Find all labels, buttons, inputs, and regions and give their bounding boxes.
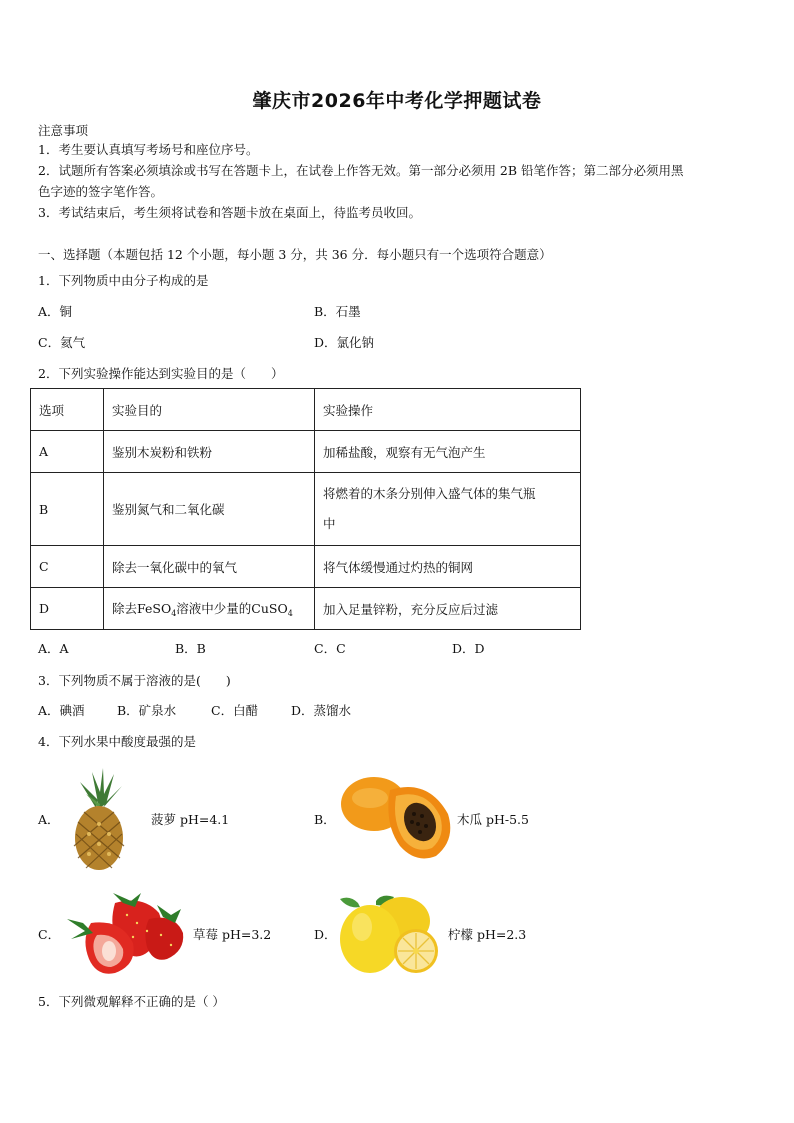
strawberry-icon <box>63 893 187 977</box>
q1-option-d: D．氯化钠 <box>314 335 375 350</box>
row-operation-line2: 中 <box>323 516 336 531</box>
q4-option-c-label: 草莓 pH=3.2 <box>193 927 272 942</box>
formula-part: 溶液中少量的CuSO <box>176 601 288 616</box>
question-4-stem: 4．下列水果中酸度最强的是 <box>38 734 196 749</box>
question-5-stem: 5．下列微观解释不正确的是（ ） <box>38 994 225 1009</box>
table-row <box>31 588 581 630</box>
q4-option-b-letter: B． <box>314 812 336 827</box>
q3-option-b: B．矿泉水 <box>117 703 177 718</box>
row-operation: 加入足量锌粉，充分反应后过滤 <box>315 588 581 630</box>
question-1-stem: 1．下列物质中由分子构成的是 <box>38 273 209 288</box>
page-title: 肇庆市2026年中考化学押题试卷 <box>252 90 542 112</box>
row-purpose <box>104 588 315 630</box>
row-purpose: 除去一氧化碳中的氧气 <box>104 546 315 588</box>
q1-option-b: B．石墨 <box>314 304 361 319</box>
q2-option-b: B．B <box>175 641 206 656</box>
row-option: B <box>31 473 104 546</box>
row-purpose: 鉴别氮气和二氧化碳 <box>104 473 315 546</box>
question-2-stem: 2．下列实验操作能达到实验目的是（ ） <box>38 366 284 381</box>
q4-option-d-letter: D． <box>314 927 337 942</box>
q3-option-d: D．蒸馏水 <box>291 703 352 718</box>
q2-option-d: D．D <box>452 641 485 656</box>
notice-heading: 注意事项 <box>38 123 89 138</box>
q4-option-b-label: 木瓜 pH-5.5 <box>457 812 529 827</box>
papaya-icon <box>340 770 456 862</box>
header-operation: 实验操作 <box>315 389 581 431</box>
q1-option-c: C．氦气 <box>38 335 86 350</box>
q4-option-c-letter: C． <box>38 927 61 942</box>
notice-item-1: 1．考生要认真填写考场号和座位序号。 <box>38 142 259 157</box>
table-row <box>31 431 581 473</box>
table-row <box>31 473 581 546</box>
q3-option-a: A．碘酒 <box>38 703 85 718</box>
q3-option-c: C．白醋 <box>211 703 259 718</box>
notice-item-2-cont: 色字迹的签字笔作答。 <box>38 184 164 199</box>
q2-option-a: A．A <box>38 641 69 656</box>
row-operation-line1: 将燃着的木条分别伸入盛气体的集气瓶 <box>323 486 536 501</box>
q4-option-a-letter: A． <box>38 812 60 827</box>
q4-option-a-label: 菠萝 pH=4.1 <box>151 812 230 827</box>
pineapple-icon <box>70 764 128 872</box>
q4-option-d-label: 柠檬 pH=2.3 <box>448 927 527 942</box>
section-heading: 一、选择题（本题包括 12 个小题，每小题 3 分，共 36 分．每小题只有一个选项符合题意） <box>38 247 552 262</box>
formula-subscript: 4 <box>287 609 293 618</box>
q1-option-a: A．铜 <box>38 304 73 319</box>
experiment-table <box>30 388 581 630</box>
row-option: A <box>31 431 104 473</box>
row-option: D <box>31 588 104 630</box>
header-option: 选项 <box>31 389 104 431</box>
table-row <box>31 546 581 588</box>
header-purpose: 实验目的 <box>104 389 315 431</box>
row-option: C <box>31 546 104 588</box>
row-operation: 加稀盐酸，观察有无气泡产生 <box>315 431 581 473</box>
notice-item-3: 3．考试结束后，考生须将试卷和答题卡放在桌面上，待监考员收回。 <box>38 205 421 220</box>
row-purpose: 鉴别木炭粉和铁粉 <box>104 431 315 473</box>
lemon-icon <box>336 893 444 977</box>
row-operation: 将气体缓慢通过灼热的铜网 <box>315 546 581 588</box>
table-header-row <box>31 389 581 431</box>
q2-option-c: C．C <box>314 641 346 656</box>
formula-part: 除去FeSO <box>112 601 172 616</box>
row-operation <box>315 473 581 546</box>
formula-subscript: 4 <box>171 609 177 618</box>
notice-item-2: 2．试题所有答案必须填涂或书写在答题卡上，在试卷上作答无效。第一部分必须用 2B 铅笔作答；第二部分必须用黑 <box>38 163 684 178</box>
question-3-stem: 3．下列物质不属于溶液的是( ) <box>38 673 231 688</box>
